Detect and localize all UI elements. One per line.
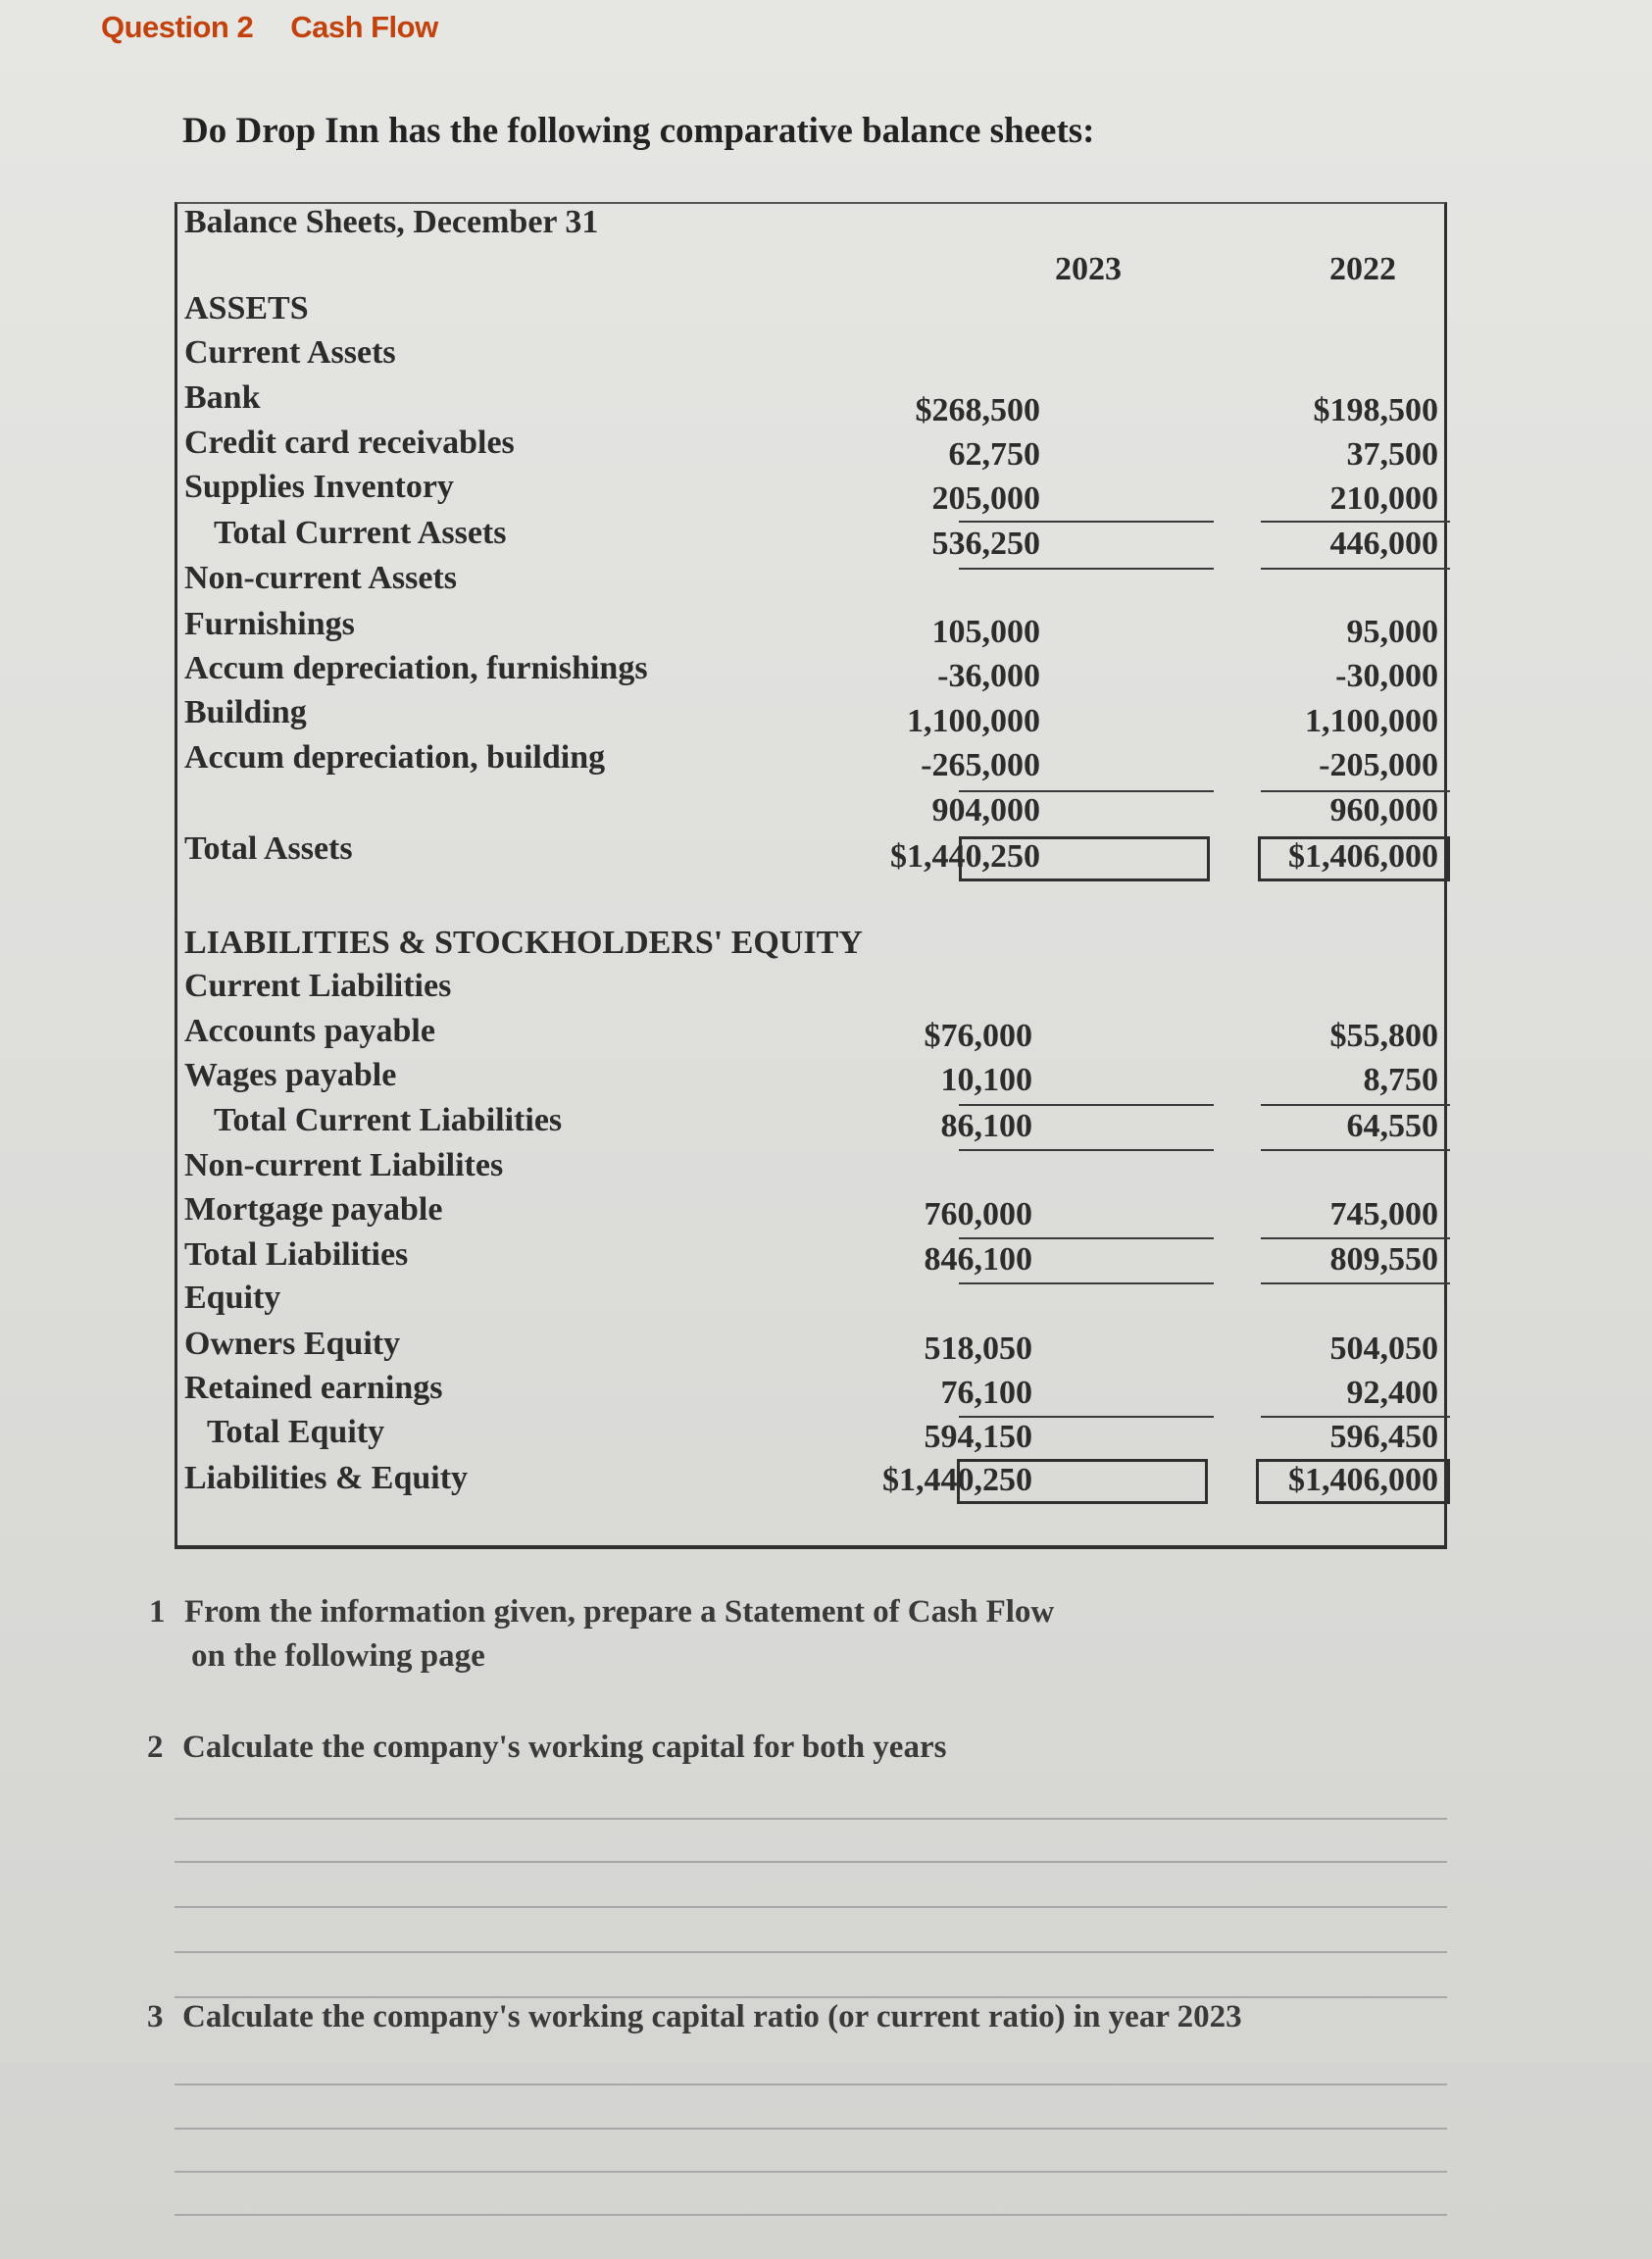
question-1-text: From the information given, prepare a Statement of Cash Flow — [184, 1594, 1055, 1630]
rule — [1261, 568, 1450, 570]
intro-text: Do Drop Inn has the following comparative balance sheets: — [182, 111, 1095, 151]
liab-equity-2023: $1,440,250 — [882, 1462, 1032, 1498]
total-current-assets-2022: 446,000 — [1329, 526, 1438, 562]
answer-line[interactable] — [175, 2171, 1447, 2173]
accounts-payable-2023: $76,000 — [924, 1018, 1032, 1054]
current-liabilities-heading: Current Liabilities — [184, 968, 452, 1004]
accounts-payable-2022: $55,800 — [1329, 1018, 1438, 1054]
rule — [959, 1104, 1214, 1106]
total-assets-2023: $1,440,250 — [890, 838, 1040, 875]
question-3 — [147, 1999, 1242, 2035]
accum-bldg-label: Accum depreciation, building — [184, 739, 606, 776]
supplies-2023: 205,000 — [931, 480, 1040, 517]
total-equity-2022: 596,450 — [1329, 1419, 1438, 1455]
owners-equity-2023: 518,050 — [924, 1330, 1032, 1367]
rule — [1261, 1104, 1450, 1106]
retained-earnings-label: Retained earnings — [184, 1370, 443, 1406]
liab-equity-2022: $1,406,000 — [1288, 1462, 1438, 1498]
liab-equity-label: Liabilities & Equity — [184, 1460, 469, 1496]
building-label: Building — [184, 694, 307, 730]
rule — [959, 1237, 1214, 1239]
rule — [959, 1149, 1214, 1151]
building-2023: 1,100,000 — [907, 703, 1040, 739]
question-1 — [149, 1594, 1054, 1631]
rule — [959, 1282, 1214, 1284]
answer-line[interactable] — [175, 1996, 1447, 1998]
accum-furn-2023: -36,000 — [937, 658, 1040, 694]
total-assets-label: Total Assets — [184, 830, 353, 867]
question-2-text: Calculate the company's working capital for both years — [182, 1730, 947, 1765]
year-2023-header: 2023 — [1055, 251, 1122, 287]
total-noncurrent-2022: 960,000 — [1329, 792, 1438, 828]
rule — [1261, 1149, 1450, 1151]
sheet-title: Balance Sheets, December 31 — [184, 204, 599, 240]
total-equity-label: Total Equity — [207, 1414, 385, 1450]
owners-equity-label: Owners Equity — [184, 1326, 401, 1362]
question-3-text: Calculate the company's working capital ratio (or current ratio) in year 2023 — [182, 1999, 1242, 2034]
furnishings-2022: 95,000 — [1346, 614, 1438, 650]
noncurrent-liab-heading: Non-current Liabilites — [184, 1147, 504, 1183]
question-1-continued: on the following page — [191, 1638, 485, 1674]
noncurrent-assets-heading: Non-current Assets — [184, 560, 457, 596]
equity-heading: Equity — [184, 1280, 281, 1316]
furnishings-2023: 105,000 — [931, 614, 1040, 650]
total-noncurrent-2023: 904,000 — [931, 792, 1040, 828]
answer-line[interactable] — [175, 2083, 1447, 2085]
credit-card-2022: 37,500 — [1346, 436, 1438, 473]
supplies-label: Supplies Inventory — [184, 469, 454, 505]
total-current-assets-2023: 536,250 — [931, 526, 1040, 562]
total-liabilities-2023: 846,100 — [924, 1241, 1032, 1278]
total-current-assets-label: Total Current Assets — [214, 515, 507, 551]
question-header — [101, 10, 438, 45]
wages-payable-label: Wages payable — [184, 1057, 397, 1093]
total-current-liab-2022: 64,550 — [1346, 1108, 1438, 1144]
accum-bldg-2023: -265,000 — [921, 747, 1040, 783]
question-2 — [147, 1730, 946, 1766]
furnishings-label: Furnishings — [184, 606, 355, 642]
bank-2022: $198,500 — [1313, 392, 1438, 428]
mortgage-2023: 760,000 — [924, 1196, 1032, 1232]
total-current-liab-2023: 86,100 — [940, 1108, 1032, 1144]
rule — [959, 568, 1214, 570]
answer-line[interactable] — [175, 1818, 1447, 1820]
rule — [1261, 1237, 1450, 1239]
year-2022-header: 2022 — [1329, 251, 1396, 287]
bank-2023: $268,500 — [915, 392, 1040, 428]
answer-line[interactable] — [175, 1861, 1447, 1863]
credit-card-2023: 62,750 — [948, 436, 1040, 473]
accum-furn-label: Accum depreciation, furnishings — [184, 650, 648, 686]
retained-earnings-2023: 76,100 — [940, 1375, 1032, 1411]
question-3-number: 3 — [147, 1999, 164, 2034]
liabilities-equity-heading: LIABILITIES & STOCKHOLDERS' EQUITY — [184, 925, 863, 961]
owners-equity-2022: 504,050 — [1329, 1330, 1438, 1367]
question-1-number: 1 — [149, 1594, 166, 1630]
retained-earnings-2022: 92,400 — [1346, 1375, 1438, 1411]
wages-payable-2022: 8,750 — [1363, 1062, 1438, 1098]
mortgage-label: Mortgage payable — [184, 1191, 443, 1228]
supplies-2022: 210,000 — [1329, 480, 1438, 517]
rule — [959, 521, 1214, 523]
question-number: Question 2 — [101, 10, 254, 44]
current-assets-heading: Current Assets — [184, 334, 396, 371]
mortgage-2022: 745,000 — [1329, 1196, 1438, 1232]
balance-sheet-table — [175, 202, 1447, 1549]
rule — [959, 1416, 1214, 1418]
rule — [1261, 521, 1450, 523]
total-current-liab-label: Total Current Liabilities — [214, 1102, 563, 1138]
bank-label: Bank — [184, 379, 261, 416]
rule — [1261, 1416, 1450, 1418]
rule — [1261, 1282, 1450, 1284]
total-liabilities-2022: 809,550 — [1329, 1241, 1438, 1278]
accum-furn-2022: -30,000 — [1335, 658, 1438, 694]
question-topic: Cash Flow — [290, 10, 438, 44]
wages-payable-2023: 10,100 — [940, 1062, 1032, 1098]
answer-line[interactable] — [175, 2128, 1447, 2130]
total-assets-2022: $1,406,000 — [1288, 838, 1438, 875]
answer-line[interactable] — [175, 1951, 1447, 1953]
total-equity-2023: 594,150 — [924, 1419, 1032, 1455]
accounts-payable-label: Accounts payable — [184, 1013, 435, 1049]
answer-line[interactable] — [175, 2214, 1447, 2216]
accum-bldg-2022: -205,000 — [1319, 747, 1438, 783]
credit-card-label: Credit card receivables — [184, 425, 515, 461]
answer-line[interactable] — [175, 1906, 1447, 1908]
question-2-number: 2 — [147, 1730, 164, 1765]
total-liabilities-label: Total Liabilities — [184, 1236, 409, 1273]
building-2022: 1,100,000 — [1305, 703, 1438, 739]
assets-heading: ASSETS — [184, 290, 309, 326]
